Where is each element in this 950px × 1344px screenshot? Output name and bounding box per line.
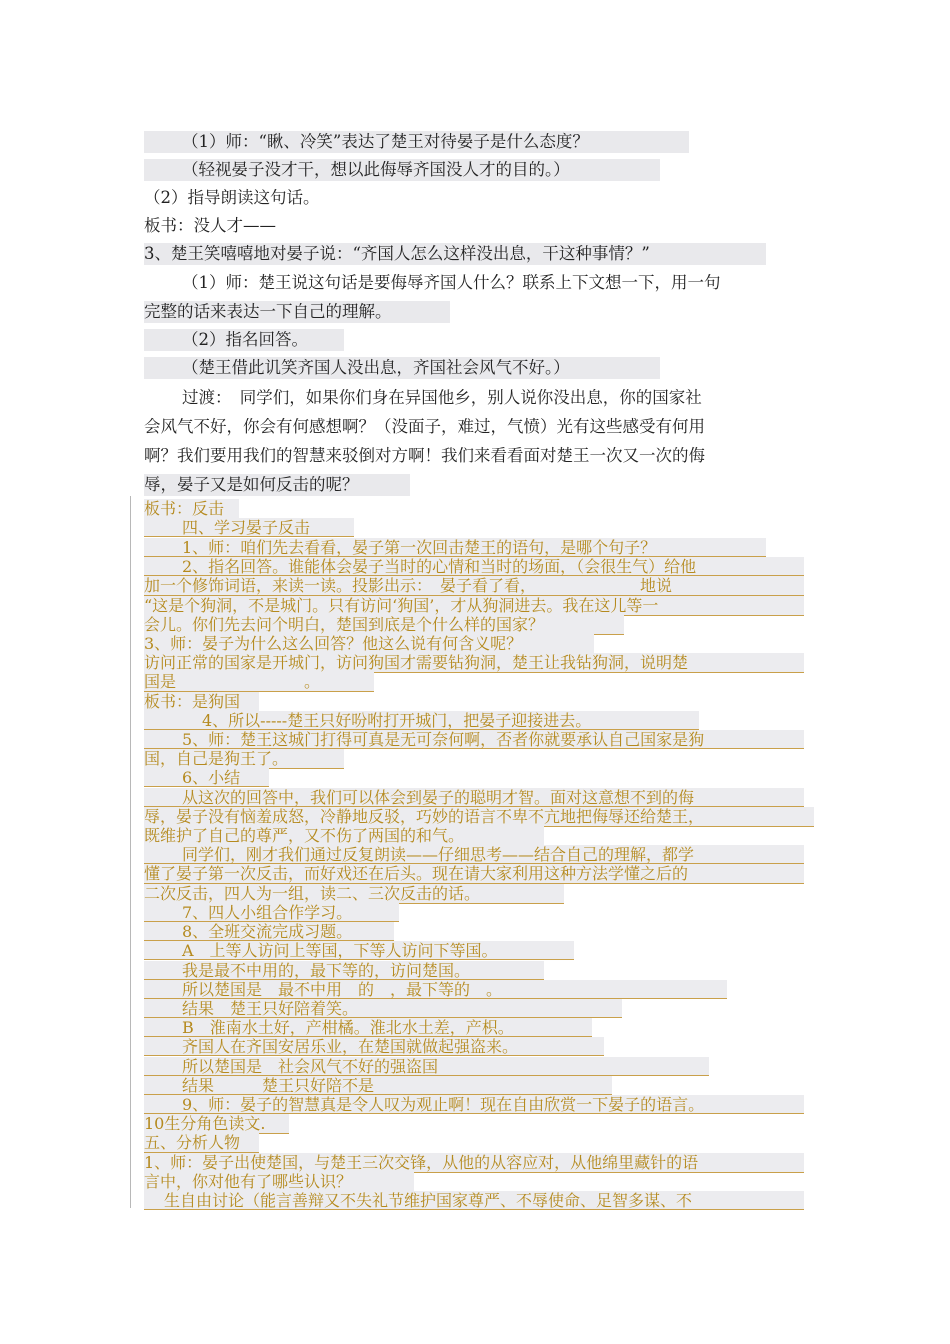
text-line: 会风气不好，你会有何感想啊？（没面子，难过，气愤）光有这些感受有何用: [144, 417, 705, 436]
text-line: 四、学习晏子反击: [144, 518, 354, 537]
text-line: 结果 楚王只好陪不是: [144, 1076, 612, 1095]
text-line: 国，自己是狗王了。: [144, 749, 344, 769]
text-line: （2）指名回答。: [144, 329, 344, 351]
text-line: 啊？我们要用我们的智慧来驳倒对方啊！我们来看看面对楚王一次又一次的侮: [144, 446, 705, 465]
text-line: 五、分析人物: [144, 1133, 259, 1153]
text-line: （1）师：“瞅、冷笑”表达了楚王对待晏子是什么态度？: [144, 131, 689, 153]
text-line: 3、师：晏子为什么这么回答？他这么说有何含义呢？: [144, 634, 594, 654]
text-line: 齐国人在齐国安居乐业，在楚国就做起强盗来。: [144, 1037, 604, 1056]
text-line: 过渡： 同学们，如果你们身在异国他乡，别人说你没出息，你的国家社: [182, 388, 702, 407]
text-line: 辱，晏子又是如何反击的呢？: [144, 474, 410, 496]
text-line: 7、四人小组合作学习。: [144, 903, 399, 922]
text-line: 板书：没人才——: [144, 216, 276, 235]
text-line: 会儿。你们先去问个明白，楚国到底是个什么样的国家？: [144, 615, 624, 635]
text-line: 9、师：晏子的智慧真是令人叹为观止啊！现在自由欣赏一下晏子的语言。: [144, 1095, 804, 1114]
text-line: 既维护了自己的尊严，又不伤了两国的和气。: [144, 826, 544, 846]
text-line: 1、师：晏子出使楚国，与楚王三次交锋，从他的从容应对，从他绵里藏针的语: [144, 1153, 804, 1173]
text-line: “这是个狗洞，不是城门。只有访问‘狗国’，才从狗洞进去。我在这儿等一: [144, 596, 804, 616]
text-line: 我是最不中用的，最下等的，访问楚国。: [144, 961, 544, 980]
text-line: （楚王借此讥笑齐国人没出息，齐国社会风气不好。）: [144, 357, 660, 379]
text-line: 4、所以-----楚王只好吩咐打开城门，把晏子迎接进去。: [144, 711, 699, 730]
text-line: 言中，你对他有了哪些认识？: [144, 1172, 414, 1192]
text-line: 国是 。: [144, 672, 374, 692]
text-line: 6、小结: [144, 768, 269, 787]
text-line: 懂了晏子第一次反击，而好戏还在后头。现在请大家利用这种方法学懂之后的: [144, 864, 804, 884]
text-line: 生自由讨论（能言善辩又不失礼节维护国家尊严、不辱使命、足智多谋、不: [144, 1191, 804, 1210]
margin-rule: [130, 496, 131, 1208]
text-line: 辱，晏子没有恼羞成怒，冷静地反驳，巧妙的语言不卑不亢地把侮辱还给楚王，: [144, 807, 814, 827]
text-line: 从这次的回答中，我们可以体会到晏子的聪明才智。面对这意想不到的侮: [144, 788, 804, 807]
text-line: （2）指导朗读这句话。: [144, 188, 320, 207]
text-line: 板书：反击: [144, 499, 239, 519]
text-line: （轻视晏子没才干，想以此侮辱齐国没人才的目的。）: [144, 159, 660, 181]
text-line: 8、全班交流完成习题。: [144, 922, 394, 941]
text-line: 5、师：楚王这城门打得可真是无可奈何啊，否者你就要承认自己国家是狗: [144, 730, 804, 749]
text-line: 10生分角色读文.: [144, 1114, 289, 1134]
text-line: （1）师：楚王说这句话是要侮辱齐国人什么？联系上下文想一下，用一句: [182, 273, 721, 292]
text-line: 二次反击，四人为一组，读二、三次反击的话。: [144, 884, 564, 904]
text-line: 所以楚国是 社会风气不好的强盗国: [144, 1057, 709, 1076]
text-line: 结果 楚王只好陪着笑。: [144, 999, 622, 1018]
text-line: 所以楚国是 最不中用 的 ，最下等的 。: [144, 980, 727, 999]
text-line: 加一个修饰词语，来读一读。投影出示： 晏子看了看， 地说: [144, 576, 804, 596]
text-line: 完整的话来表达一下自己的理解。: [144, 301, 450, 323]
text-line: B 淮南水土好，产柑橘。淮北水土差，产枳。: [144, 1018, 592, 1037]
text-line: 板书：是狗国: [144, 692, 259, 712]
text-line: 访问正常的国家是开城门，访问狗国才需要钻狗洞，楚王让我钻狗洞，说明楚: [144, 653, 804, 673]
text-line: 3、楚王笑嘻嘻地对晏子说：“齐国人怎么这样没出息，干这种事情？”: [144, 243, 766, 265]
text-line: 2、指名回答。谁能体会晏子当时的心情和当时的场面，（会很生气）给他: [144, 557, 804, 576]
text-line: 1、师：咱们先去看看，晏子第一次回击楚王的语句，是哪个句子？: [144, 538, 766, 557]
text-line: 同学们，刚才我们通过反复朗读——仔细思考——结合自己的理解，都学: [144, 845, 804, 864]
text-line: A 上等人访问上等国，下等人访问下等国。: [144, 941, 574, 960]
